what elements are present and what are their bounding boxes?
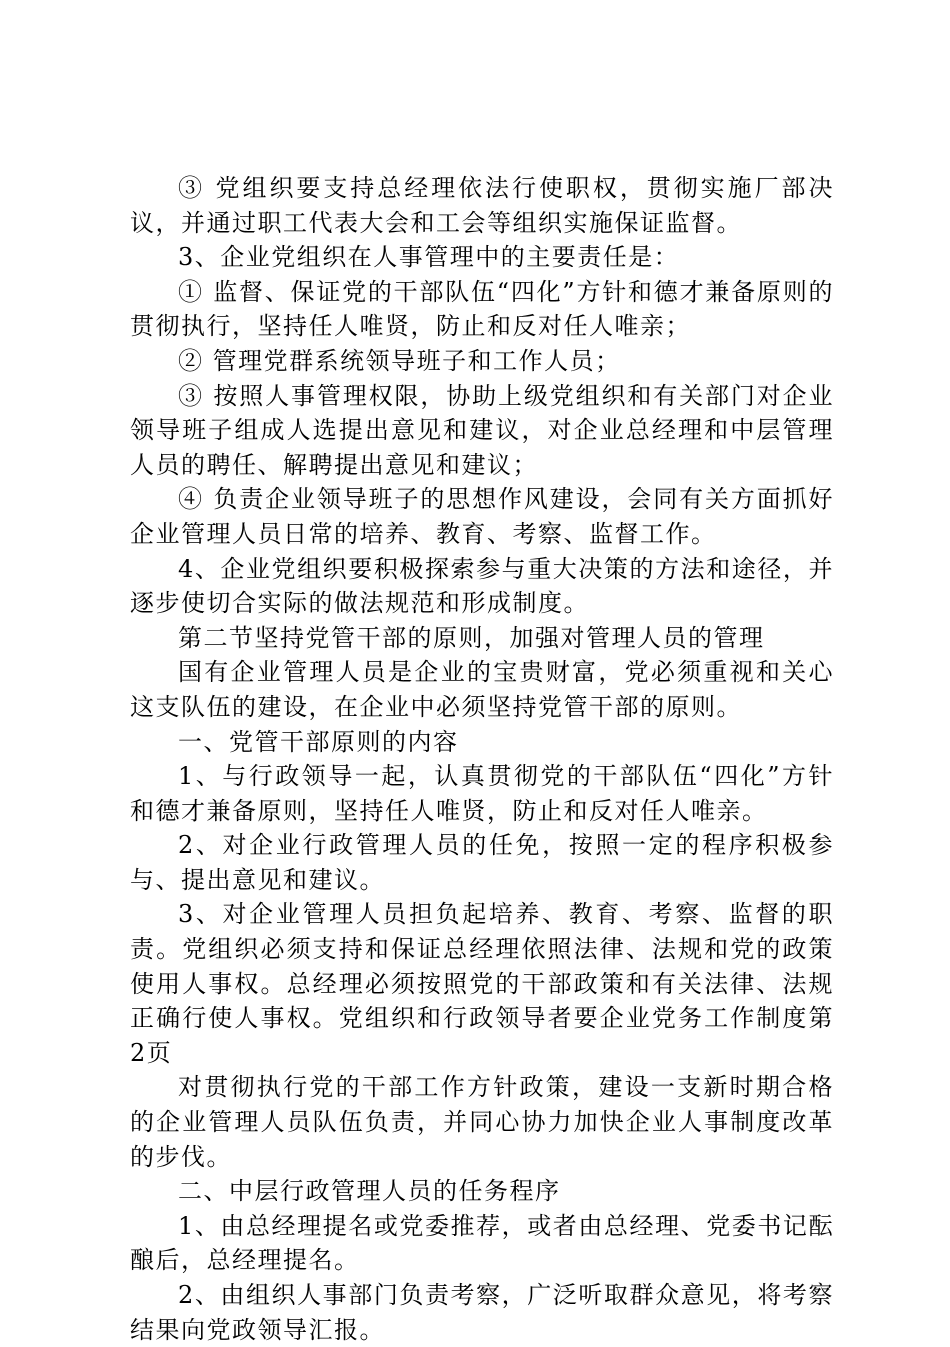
paragraph-principle-3-continued: 对贯彻执行党的干部工作方针政策，建设一支新时期合格的企业管理人员队伍负责，并同心协力加快企业人事制度改革的步伐。 — [130, 1073, 834, 1171]
document-body — [130, 171, 834, 1347]
paragraph-duty-leadership-style: ④ 负责企业领导班子的思想作风建设，会同有关方面抓好企业管理人员日常的培养、教育、考察、监督工作。 — [130, 485, 834, 548]
paragraph-duty-manage-staff: ② 管理党群系统领导班子和工作人员； — [178, 346, 621, 375]
paragraph-support-general-manager: ③ 党组织要支持总经理依法行使职权，贯彻实施厂部决议，并通过职工代表大会和工会等组织实施保证监督。 — [130, 174, 834, 237]
paragraph-principle-1: 1、与行政领导一起，认真贯彻党的干部队伍“四化”方针和德才兼备原则，坚持任人唯贤，防止和反对任人唯亲。 — [130, 762, 834, 825]
paragraph-personnel-duties-heading: 3、企业党组织在人事管理中的主要责任是： — [178, 243, 680, 272]
paragraph-principle-2: 2、对企业行政管理人员的任免，按照一定的程序积极参与、提出意见和建议。 — [130, 831, 834, 894]
paragraph-procedure-1: 1、由总经理提名或党委推荐，或者由总经理、党委书记酝酿后，总经理提名。 — [130, 1211, 834, 1275]
section-heading-second: 第二节坚持党管干部的原则，加强对管理人员的管理 — [178, 623, 765, 652]
paragraph-principle-3: 3、对企业管理人员担负起培养、教育、考察、监督的职责。党组织必须支持和保证总经理依照法律、法规和党的政策使用人事权。总经理必须按照党的干部政策和有关法律、法规正确行使人事权。党组织和行政领导者要企业党务工作制度第2页 — [130, 900, 834, 1067]
paragraph-duty-supervise: ① 监督、保证党的干部队伍“四化”方针和德才兼备原则的贯彻执行，坚持任人唯贤，防止和反对任人唯亲； — [130, 277, 834, 341]
subheading-appointment-procedure: 二、中层行政管理人员的任务程序 — [178, 1177, 561, 1206]
subheading-principle-content: 一、党管干部原则的内容 — [178, 727, 459, 756]
paragraph-managers-wealth: 国有企业管理人员是企业的宝贵财富，党必须重视和关心这支队伍的建设，在企业中必须坚持党管干部的原则。 — [130, 658, 834, 721]
paragraph-procedure-2: 2、由组织人事部门负责考察，广泛听取群众意见，将考察结果向党政领导汇报。 — [130, 1281, 834, 1344]
paragraph-duty-assist-appointments: ③ 按照人事管理权限，协助上级党组织和有关部门对企业领导班子组成人选提出意见和建议，对企业总经理和中层管理人员的聘任、解聘提出意见和建议； — [130, 381, 834, 479]
paragraph-decision-participation: 4、企业党组织要积极探索参与重大决策的方法和途径，并逐步使切合实际的做法规范和形成制度。 — [130, 554, 834, 618]
